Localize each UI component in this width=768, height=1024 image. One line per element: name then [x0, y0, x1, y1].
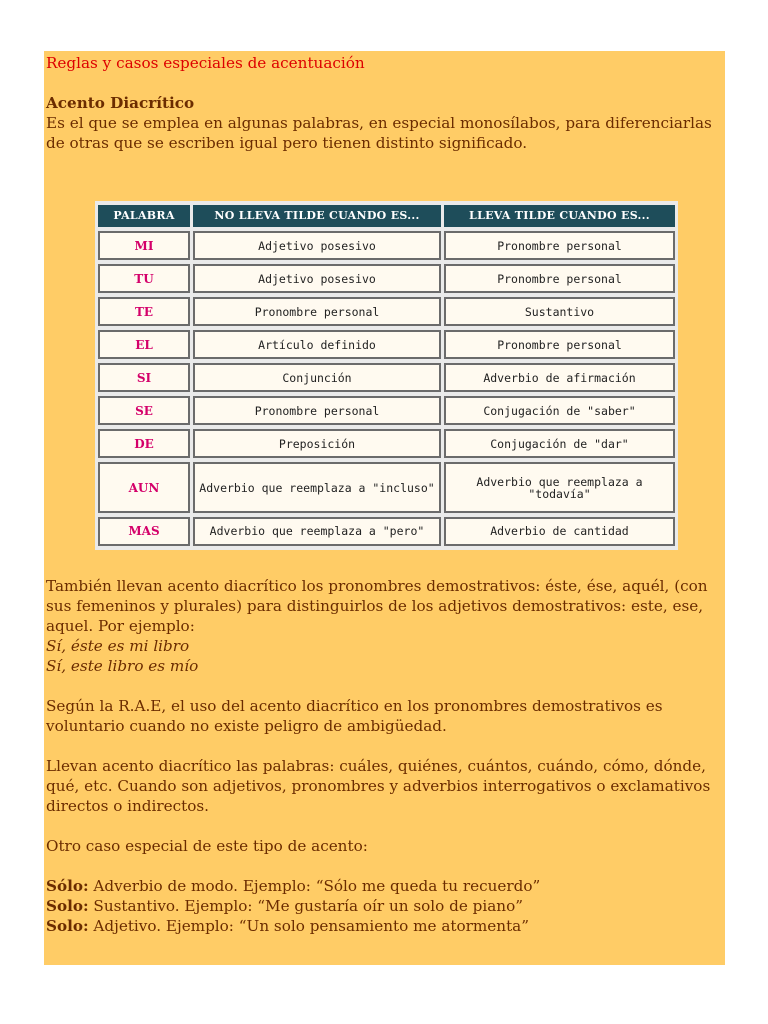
solo-line-2: [46, 896, 723, 916]
solo-line-1: [46, 876, 723, 896]
table-row: [98, 297, 675, 326]
table-word: TU: [98, 264, 190, 293]
table-tilde: Pronombre personal: [444, 330, 675, 359]
table-row: [98, 429, 675, 458]
table-tilde: Conjugación de "dar": [444, 429, 675, 458]
table-no-tilde: Adverbio que reemplaza a "incluso": [193, 462, 441, 513]
rae-paragraph: Según la R.A.E, el uso del acento diacrítico en los pronombres demostrativos es voluntario cuando no existe peligro de ambigüedad.: [46, 697, 663, 735]
table-header-row: [98, 205, 675, 227]
table-row: [98, 396, 675, 425]
section-heading: Acento Diacrítico: [46, 94, 195, 112]
solo-term-2: Solo:: [46, 897, 89, 915]
intro-paragraph: Es el que se emplea en algunas palabras, en especial monosílabos, para diferenciarlas de otras que se escriben igual pero tienen distinto significado.: [46, 114, 712, 152]
example-1-text: Sí, éste es mi libro: [46, 637, 190, 655]
table-tilde: Adverbio de afirmación: [444, 363, 675, 392]
solo-term-3: Solo:: [46, 917, 89, 935]
table-no-tilde: Adverbio que reemplaza a "pero": [193, 517, 441, 546]
body-text-block: [46, 576, 723, 936]
table-no-tilde: Adjetivo posesivo: [193, 231, 441, 260]
table-tilde: Sustantivo: [444, 297, 675, 326]
document-page: [44, 51, 725, 965]
table-word: SE: [98, 396, 190, 425]
solo-text-3: Adjetivo. Ejemplo: “Un solo pensamiento me atormenta”: [88, 917, 530, 935]
table-word: MAS: [98, 517, 190, 546]
demonstratives-paragraph: También llevan acento diacrítico los pronombres demostrativos: éste, ése, aquél, (con sus femeninos y plurales) para distinguirlos de los adjetivos demostrativos: este, ese, aquel. Por ejemplo:: [46, 577, 708, 635]
table-row: [98, 330, 675, 359]
table-row: [98, 462, 675, 513]
table-word: DE: [98, 429, 190, 458]
header-no-tilde: NO LLEVA TILDE CUANDO ES...: [193, 205, 441, 227]
table-no-tilde: Preposición: [193, 429, 441, 458]
header-tilde: LLEVA TILDE CUANDO ES...: [444, 205, 675, 227]
table-tilde: Pronombre personal: [444, 231, 675, 260]
example-1: [46, 636, 723, 656]
table-row: [98, 231, 675, 260]
table-row: [98, 264, 675, 293]
diacritic-table-image: [95, 201, 678, 550]
solo-text-2: Sustantivo. Ejemplo: “Me gustaría oír un solo de piano”: [88, 897, 523, 915]
other-case-paragraph: Otro caso especial de este tipo de acento:: [46, 837, 368, 855]
table-word: EL: [98, 330, 190, 359]
table-no-tilde: Pronombre personal: [193, 297, 441, 326]
solo-text-1: Adverbio de modo. Ejemplo: “Sólo me queda tu recuerdo”: [88, 877, 541, 895]
table-no-tilde: Conjunción: [193, 363, 441, 392]
diacritic-table: [95, 201, 678, 550]
table-no-tilde: Adjetivo posesivo: [193, 264, 441, 293]
table-row: [98, 517, 675, 546]
table-tilde: Adverbio de cantidad: [444, 517, 675, 546]
table-tilde: Pronombre personal: [444, 264, 675, 293]
solo-term-1: Sólo:: [46, 877, 89, 895]
table-word: SI: [98, 363, 190, 392]
table-row: [98, 363, 675, 392]
header-palabra: PALABRA: [98, 205, 190, 227]
example-2-text: Sí, este libro es mío: [46, 657, 199, 675]
table-word: TE: [98, 297, 190, 326]
table-no-tilde: Artículo definido: [193, 330, 441, 359]
solo-line-3: [46, 916, 723, 936]
table-word: AUN: [98, 462, 190, 513]
document-title: Reglas y casos especiales de acentuación: [46, 54, 365, 72]
table-tilde: Conjugación de "saber": [444, 396, 675, 425]
table-tilde: Adverbio que reemplaza a "todavía": [444, 462, 675, 513]
interrogatives-paragraph: Llevan acento diacrítico las palabras: cuáles, quiénes, cuántos, cuándo, cómo, dónde, qué, etc. Cuando son adjetivos, pronombres y adverbios interrogativos o exclamativos directos o indirectos.: [46, 757, 711, 815]
table-word: MI: [98, 231, 190, 260]
example-2: [46, 656, 723, 676]
table-no-tilde: Pronombre personal: [193, 396, 441, 425]
